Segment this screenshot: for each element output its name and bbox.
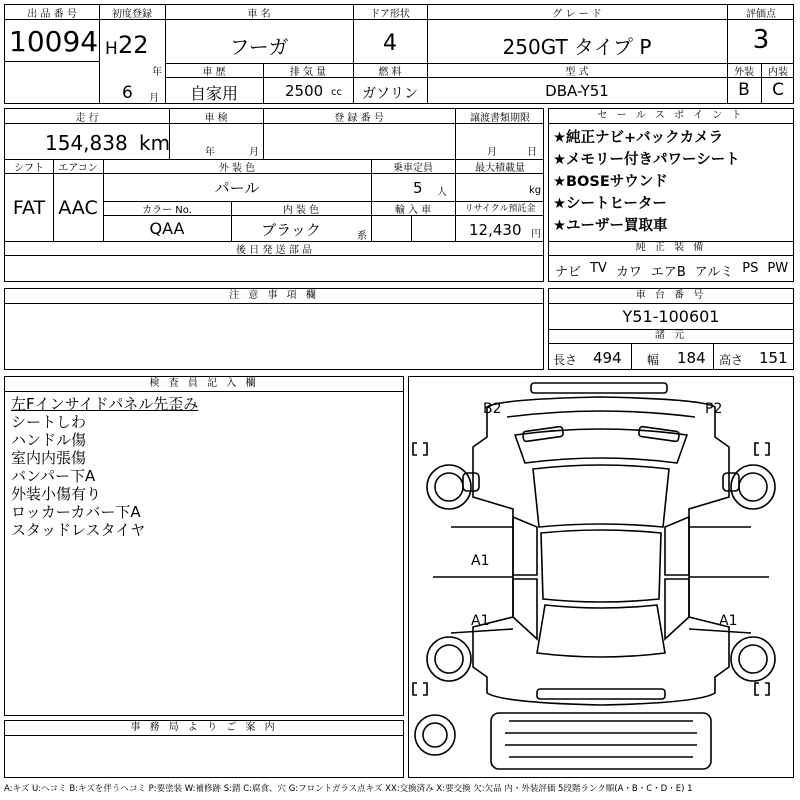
inspector-note: ロッカーカバー下A (11, 503, 141, 521)
recycle-label: リサイクル預託金 (464, 204, 536, 214)
capacity: 5 (413, 179, 423, 197)
history: 自家用 (189, 84, 238, 103)
length-label: 長さ (553, 353, 578, 367)
car-name: フーガ (229, 35, 289, 59)
sales-points-label: セ ー ル ス ポ イ ン ト (549, 109, 793, 124)
grade: 250GT タイプ P (502, 35, 652, 59)
shift: FAT (12, 197, 46, 219)
model: DBA-Y51 (545, 82, 609, 100)
later-parts-label: 後 日 発 送 部 品 (236, 245, 312, 256)
equipment-item: PS (742, 261, 759, 276)
equipment-item: カワ (615, 265, 642, 280)
fuel: ガソリン (362, 86, 418, 102)
equipment-list (555, 261, 788, 280)
displacement: 2500 (285, 82, 324, 100)
doors: 4 (383, 31, 397, 56)
header-panel (4, 4, 794, 104)
mileage-label: 走 行 (75, 113, 99, 124)
sales-point: ★純正ナビ+バックカメラ (553, 130, 724, 146)
ext-color: パール (214, 179, 260, 197)
height-label: 高さ (719, 353, 744, 367)
capacity-unit: 人 (437, 187, 447, 198)
ac: AAC (58, 197, 98, 219)
car-diagram (409, 377, 793, 777)
chassis-panel (548, 288, 794, 370)
inspection-year-unit: 年 (205, 147, 215, 158)
notes-label: 注 意 事 項 欄 (5, 289, 543, 304)
sales-point: ★BOSEサウンド (553, 174, 668, 190)
int-grade-label: 内装 (768, 67, 788, 78)
displacement-label: 排 気 量 (289, 67, 327, 78)
equipment-item: PW (767, 261, 789, 276)
mark-a1: A1 (471, 553, 490, 569)
office-label: 事 務 局 よ り ご 案 内 (5, 721, 403, 736)
height: 151 (759, 349, 788, 367)
equipment-label: 純 正 装 備 (549, 241, 793, 256)
width: 184 (677, 349, 706, 367)
equipment-item: アルミ (694, 265, 734, 280)
office-panel (4, 720, 404, 778)
fuel-label: 燃 料 (378, 67, 402, 78)
mark-a1: A1 (719, 613, 738, 629)
mark-a1: A1 (471, 613, 490, 629)
mark-b2: B2 (483, 401, 502, 417)
lot-number: 10094 (9, 25, 99, 58)
ext-grade: B (738, 80, 750, 100)
history-label: 車 歴 (202, 67, 226, 78)
first-reg-label: 初度登録 (112, 9, 152, 20)
ext-color-label: 外 装 色 (218, 163, 256, 174)
mileage: 154,838 (45, 131, 128, 155)
era: H (105, 39, 118, 59)
width-label: 幅 (647, 353, 660, 367)
sales-points-list (553, 127, 740, 237)
import-label: 輸 入 車 (394, 205, 432, 216)
inspector-notes (11, 395, 198, 539)
notes-panel (4, 288, 544, 370)
inspector-panel (4, 376, 404, 716)
transfer-month-unit: 月 (487, 147, 497, 158)
recycle-unit: 円 (531, 229, 541, 240)
equipment-item: TV (590, 261, 607, 276)
lot-label: 出 品 番 号 (27, 9, 77, 20)
max-load-label: 最大積載量 (475, 163, 525, 174)
car-name-label: 車 名 (247, 9, 271, 20)
score: 3 (752, 25, 770, 55)
chassis-number: Y51-100601 (622, 307, 720, 326)
length: 494 (593, 349, 622, 367)
reg-month-unit: 月 (149, 93, 159, 104)
equipment-item: エアB (650, 265, 686, 280)
grade-label: グ レ ー ド (552, 9, 602, 20)
inspection-label: 車 検 (204, 113, 228, 124)
inspection-month-unit: 月 (249, 147, 259, 158)
transfer-day-unit: 日 (527, 147, 537, 158)
capacity-label: 乗車定員 (393, 163, 433, 174)
inspector-note: 外装小傷有り (11, 485, 102, 503)
transfer-deadline-label: 譲渡書類期限 (470, 113, 530, 124)
shift-label: シフト (14, 163, 44, 174)
max-load-unit: kg (529, 185, 542, 196)
inspector-note: バンパー下A (11, 467, 96, 485)
int-color-unit: 系 (357, 231, 367, 242)
int-color: ブラック (261, 221, 321, 239)
int-grade: C (772, 80, 784, 100)
sales-point: ★メモリー付きパワーシート (553, 152, 740, 168)
inspector-note: ハンドル傷 (11, 431, 87, 449)
ext-grade-label: 外装 (734, 67, 754, 78)
ac-label: エアコン (58, 163, 98, 174)
inspector-note: シートしわ (11, 413, 87, 431)
int-color-label: 内 装 色 (282, 205, 320, 216)
color-no-label: カラー No. (142, 205, 192, 216)
reg-month: 6 (122, 83, 133, 103)
registration-label: 登 録 番 号 (334, 113, 384, 124)
dims-label: 諸 元 (549, 329, 793, 344)
sales-point: ★ユーザー買取車 (553, 218, 668, 234)
sales-point: ★シートヒーター (553, 196, 667, 212)
recycle-fee: 12,430 (469, 221, 522, 239)
color-no: QAA (149, 219, 185, 238)
inspector-note: 室内内張傷 (11, 449, 87, 467)
model-label: 型 式 (565, 67, 589, 78)
chassis-label: 車 台 番 号 (549, 289, 793, 304)
mark-p2: P2 (705, 401, 723, 417)
legend: A:キズ U:ヘコミ B:キズを伴うヘコミ P:要塗装 W:補修跡 S:錆 C:腐食、穴 G:フロントガラス点キズ XX:交換済み X:要交換 欠:欠品 内・外装評価 5段階ランク順(A・B・C・D・E) 1 (4, 784, 693, 794)
sales-points-panel (548, 108, 794, 282)
inspector-label: 検 査 員 記 入 欄 (5, 377, 403, 392)
inspector-note: 左Fインサイドパネル先歪み (11, 395, 199, 413)
damage-diagram-panel (408, 376, 794, 778)
door-label: ドア形状 (370, 9, 410, 20)
reg-year: 22 (118, 31, 149, 59)
reg-year-unit: 年 (152, 67, 162, 78)
vehicle-details-panel (4, 108, 544, 282)
inspector-note: スタッドレスタイヤ (11, 521, 146, 539)
mileage-unit: km (139, 131, 171, 155)
score-label: 評価点 (746, 9, 776, 20)
equipment-item: ナビ (555, 265, 582, 280)
displacement-unit: cc (331, 87, 342, 98)
